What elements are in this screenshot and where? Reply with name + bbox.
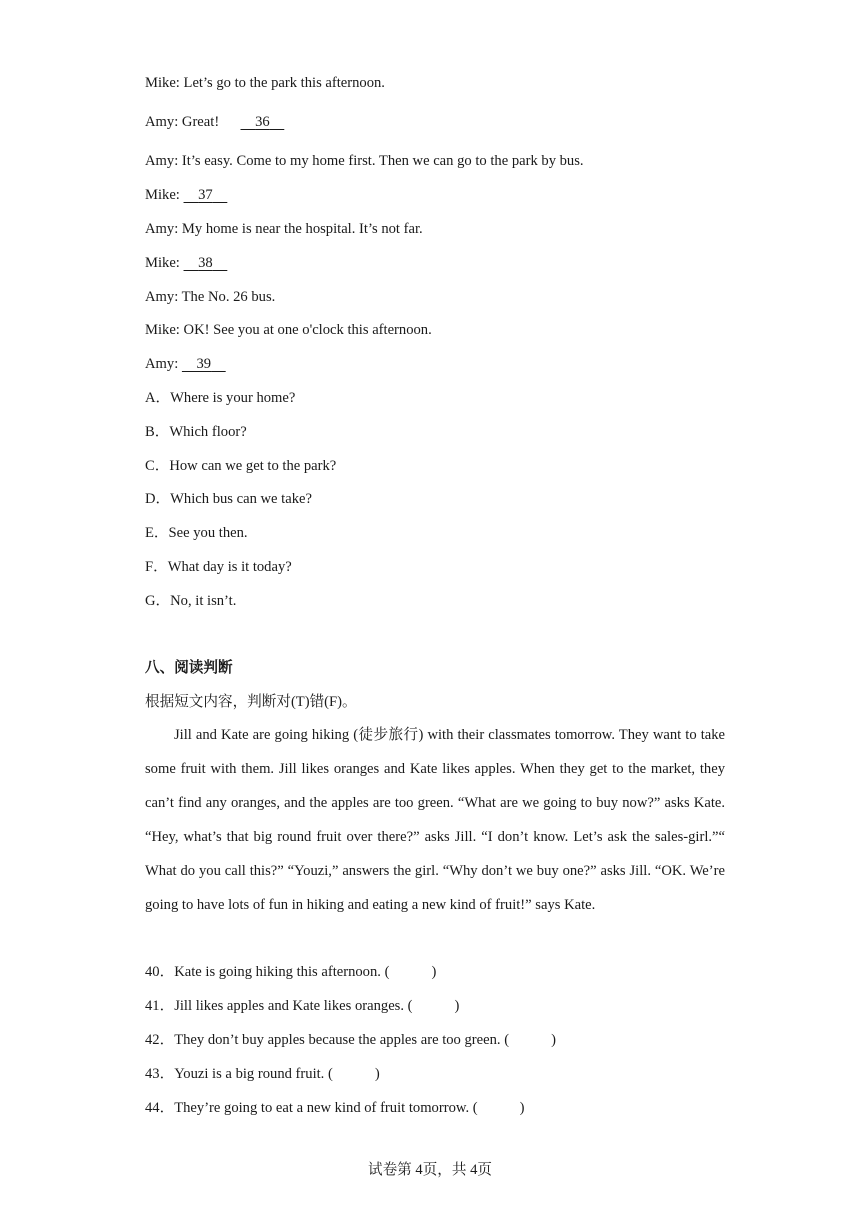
option-letter: G． xyxy=(145,593,171,609)
dialogue-line xyxy=(145,112,284,132)
question-close: ) xyxy=(454,998,460,1014)
option-letter: E． xyxy=(145,525,169,541)
option-text: How can we get to the park? xyxy=(169,458,337,474)
question-item xyxy=(145,1098,524,1118)
answer-blank: 39 xyxy=(196,356,212,372)
option-item xyxy=(145,591,236,611)
option-item xyxy=(145,388,295,408)
question-item xyxy=(145,1064,380,1084)
question-number: 40． xyxy=(145,964,175,980)
dialogue-line xyxy=(145,151,584,171)
option-letter: C． xyxy=(145,458,170,474)
answer-blank: 38 xyxy=(198,255,213,271)
passage-text: Jill and Kate are going hiking (徒步旅行) with their classmates tomorrow. They want to take some fruit with them. Jill likes oranges and Kate likes apples. When they get to the market, they can’t find any oranges, and the apples are too green. “What are we going to buy now?” asks Kate. “Hey, what’s that big round fruit over there?” asks Jill. “I don’t know. Let’s ask the sales-girl.”“ What do you call this?” “Youzi,” answers the girl. “Why don’t we buy one?” asks Jill. “OK. We’re going to have lots of fun in hiking and eating a new kind of fruit!” says Kate. xyxy=(145,727,725,913)
dialogue-text: The No. 26 bus. xyxy=(181,289,276,305)
speaker: Amy: xyxy=(145,114,179,130)
speaker: Mike: xyxy=(145,322,180,338)
dialogue-text: OK! See you at one o'clock this afternoon. xyxy=(183,322,432,338)
dialogue-line xyxy=(145,185,227,205)
option-text: Which floor? xyxy=(169,424,247,440)
dialogue-line xyxy=(145,219,423,239)
question-number: 44． xyxy=(145,1100,175,1116)
speaker: Mike: xyxy=(145,75,180,91)
question-close: ) xyxy=(431,964,437,980)
question-text: Youzi is a big round fruit. ( xyxy=(174,1066,333,1082)
option-item xyxy=(145,489,312,509)
speaker: Mike: xyxy=(145,255,180,271)
question-text: They don’t buy apples because the apples are too green. ( xyxy=(174,1032,510,1048)
question-text: They’re going to eat a new kind of fruit tomorrow. ( xyxy=(174,1100,478,1116)
option-text: See you then. xyxy=(168,525,248,541)
section-instruction: 根据短文内容，判断对(T)错(F)。 xyxy=(145,694,357,710)
reading-passage xyxy=(145,719,725,922)
answer-blank: 36 xyxy=(255,114,270,130)
question-number: 42． xyxy=(145,1032,175,1048)
option-item xyxy=(145,557,292,577)
section-heading: 八、阅读判断 xyxy=(145,659,233,676)
page-footer: 试卷第 4页，共 4页 xyxy=(367,1162,493,1178)
option-item xyxy=(145,422,247,442)
question-close: ) xyxy=(551,1032,556,1048)
option-text: Which bus can we take? xyxy=(170,491,312,507)
option-letter: A． xyxy=(145,390,171,406)
option-item xyxy=(145,456,336,476)
answer-blank: 37 xyxy=(198,187,213,203)
question-item xyxy=(145,996,459,1016)
speaker: Amy: xyxy=(145,356,179,372)
dialogue-line xyxy=(145,253,227,273)
option-text: What day is it today? xyxy=(167,559,292,575)
option-text: No, it isn’t. xyxy=(170,593,237,609)
dialogue-text: It’s easy. Come to my home first. Then we can go to the park by bus. xyxy=(181,153,584,169)
speaker: Amy: xyxy=(145,153,179,169)
dialogue-text: Great! xyxy=(181,114,220,130)
question-close: ) xyxy=(519,1100,525,1116)
dialogue-text: My home is near the hospital. It’s not far. xyxy=(181,221,423,237)
option-text: Where is your home? xyxy=(170,390,296,406)
question-close: ) xyxy=(374,1066,380,1082)
dialogue-text: Let’s go to the park this afternoon. xyxy=(183,75,385,91)
question-text: Kate is going hiking this afternoon. ( xyxy=(174,964,390,980)
question-text: Jill likes apples and Kate likes oranges. ( xyxy=(174,998,413,1014)
speaker: Amy: xyxy=(145,221,179,237)
question-number: 43． xyxy=(145,1066,175,1082)
question-item xyxy=(145,962,436,982)
dialogue-line xyxy=(145,287,275,307)
speaker: Mike: xyxy=(145,187,180,203)
dialogue-line xyxy=(145,73,385,93)
option-letter: F． xyxy=(145,559,168,575)
option-item xyxy=(145,523,248,543)
question-item xyxy=(145,1030,556,1050)
dialogue-line xyxy=(145,354,226,374)
speaker: Amy: xyxy=(145,289,179,305)
option-letter: D． xyxy=(145,491,171,507)
question-number: 41． xyxy=(145,998,175,1014)
dialogue-line xyxy=(145,320,432,340)
option-letter: B． xyxy=(145,424,170,440)
